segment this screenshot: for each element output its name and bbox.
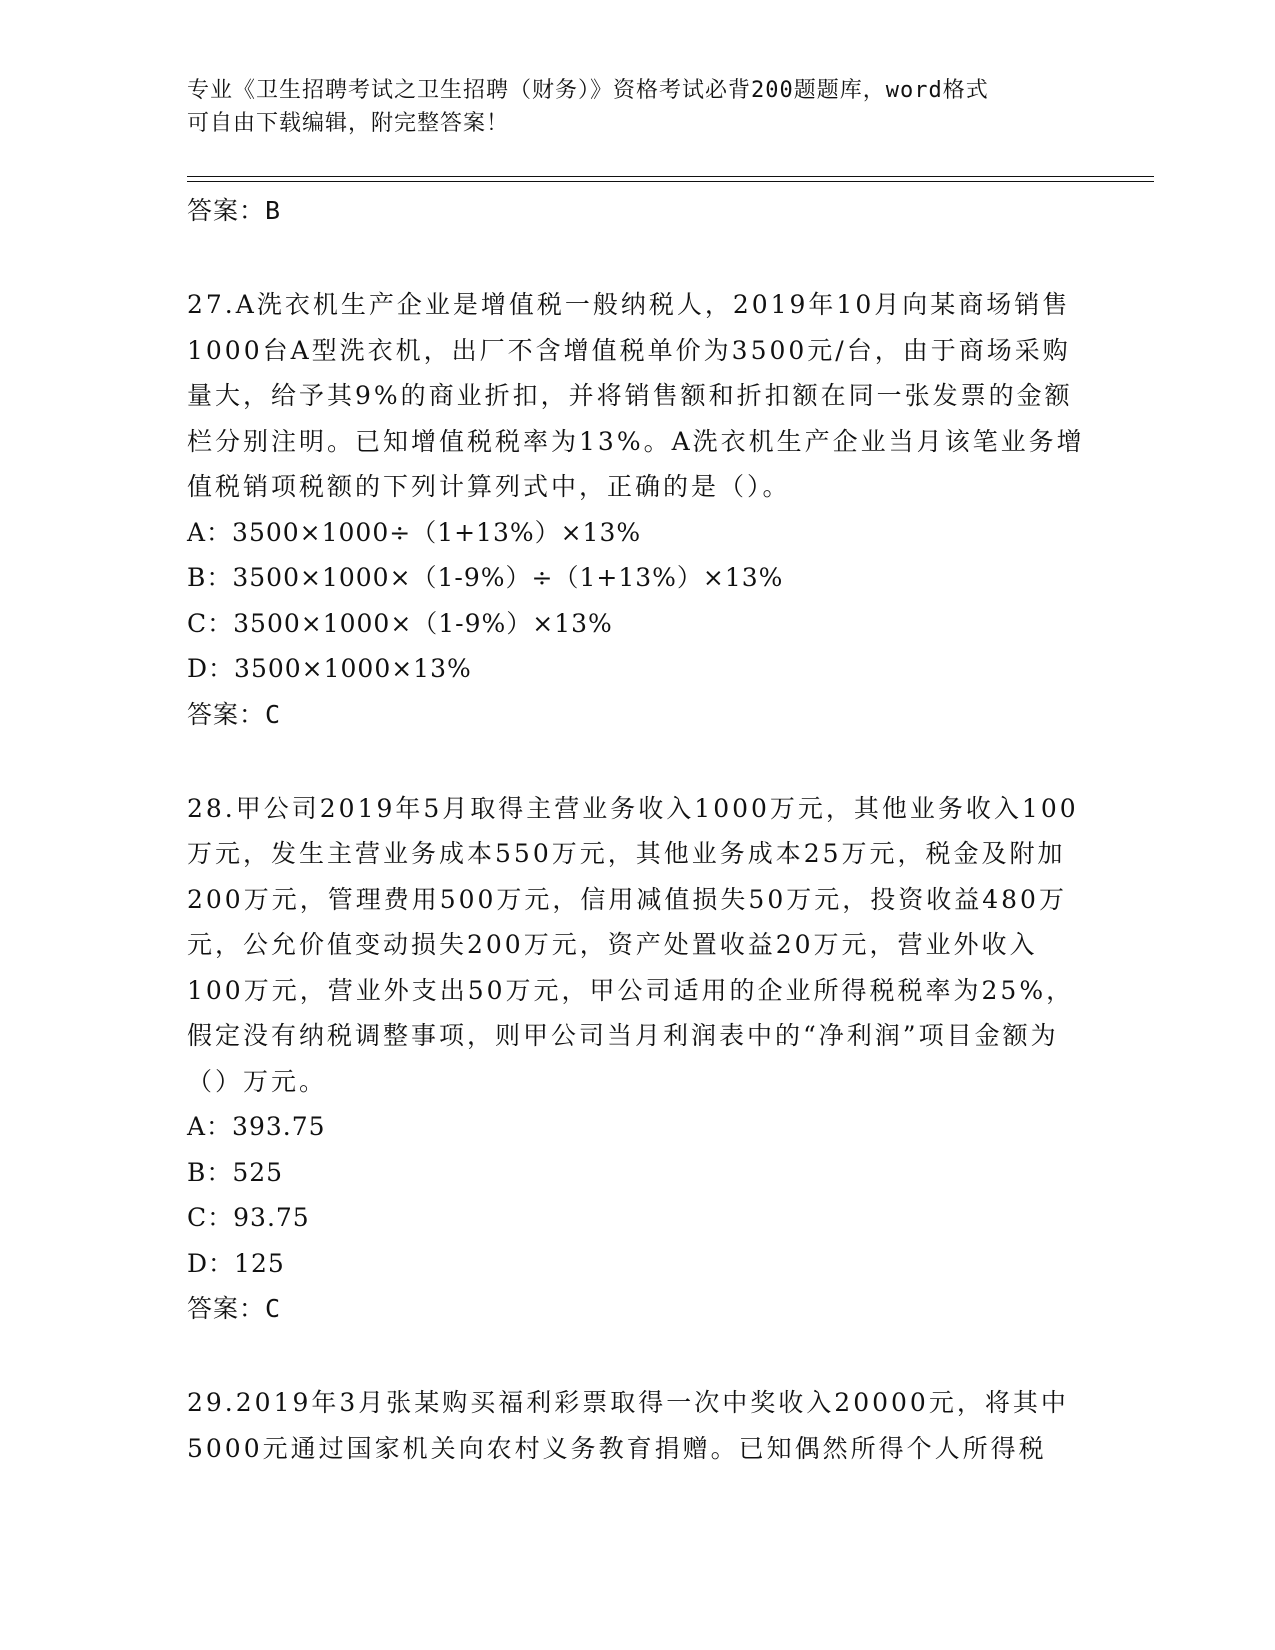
question-content (187, 188, 1087, 1471)
question-28-option-b: B：525 (187, 1157, 284, 1187)
question-27-answer: 答案：C (187, 699, 282, 729)
question-27-option-c: C：3500×1000×（1-9%）×13% (187, 608, 613, 638)
spacer (187, 738, 1087, 786)
question-28 (187, 786, 1087, 1333)
spacer (187, 1332, 1087, 1380)
question-27-stem: 27.A洗衣机生产企业是增值税一般纳税人，2019年10月向某商场销售1000台A型洗衣机，出厂不含增值税单价为3500元/台，由于商场采购量大，给予其9%的商业折扣，并将销售额和折扣额在同一张发票的金额栏分别注明。已知增值税税率为13%。A洗衣机生产企业当月该笔业务增值税销项税额的下列计算列式中，正确的是（）。 (187, 290, 1085, 501)
question-29-stem: 29.2019年3月张某购买福利彩票取得一次中奖收入20000元，将其中5000元通过国家机关向农村义务教育捐赠。已知偶然所得个人所得税 (187, 1388, 1069, 1463)
answer-previous: 答案：B (187, 196, 282, 225)
question-28-answer: 答案：C (187, 1294, 282, 1323)
header-line-2: 可自由下载编辑，附完整答案！ (187, 111, 510, 136)
question-28-stem: 28.甲公司2019年5月取得主营业务收入1000万元，其他业务收入100万元，发生主营业务成本550万元，其他业务成本25万元，税金及附加200万元，管理费用500万元，信用减值损失50万元，投资收益480万元，公允价值变动损失200万元，资产处置收益20万元，营业外收入100万元，营业外支出50万元，甲公司适用的企业所得税税率为25%，假定没有纳税调整事项，则甲公司当月利润表中的“净利润”项目金额为（）万元。 (187, 793, 1079, 1096)
question-27-option-d: D：3500×1000×13% (187, 654, 472, 683)
question-27-option-a: A：3500×1000÷（1+13%）×13% (187, 517, 642, 547)
question-29 (187, 1380, 1087, 1471)
header-divider (187, 176, 1154, 182)
question-28-option-a: A：393.75 (187, 1112, 326, 1141)
question-28-option-c: C：93.75 (187, 1203, 310, 1232)
question-27-option-b: B：3500×1000×（1-9%）÷（1+13%）×13% (187, 563, 784, 592)
header-line-1: 专业《卫生招聘考试之卫生招聘（财务）》资格考试必背200题题库，word格式 (187, 78, 989, 103)
spacer (187, 234, 1087, 282)
page-header (187, 74, 1087, 140)
question-28-option-d: D：125 (187, 1248, 285, 1278)
question-27 (187, 282, 1087, 738)
